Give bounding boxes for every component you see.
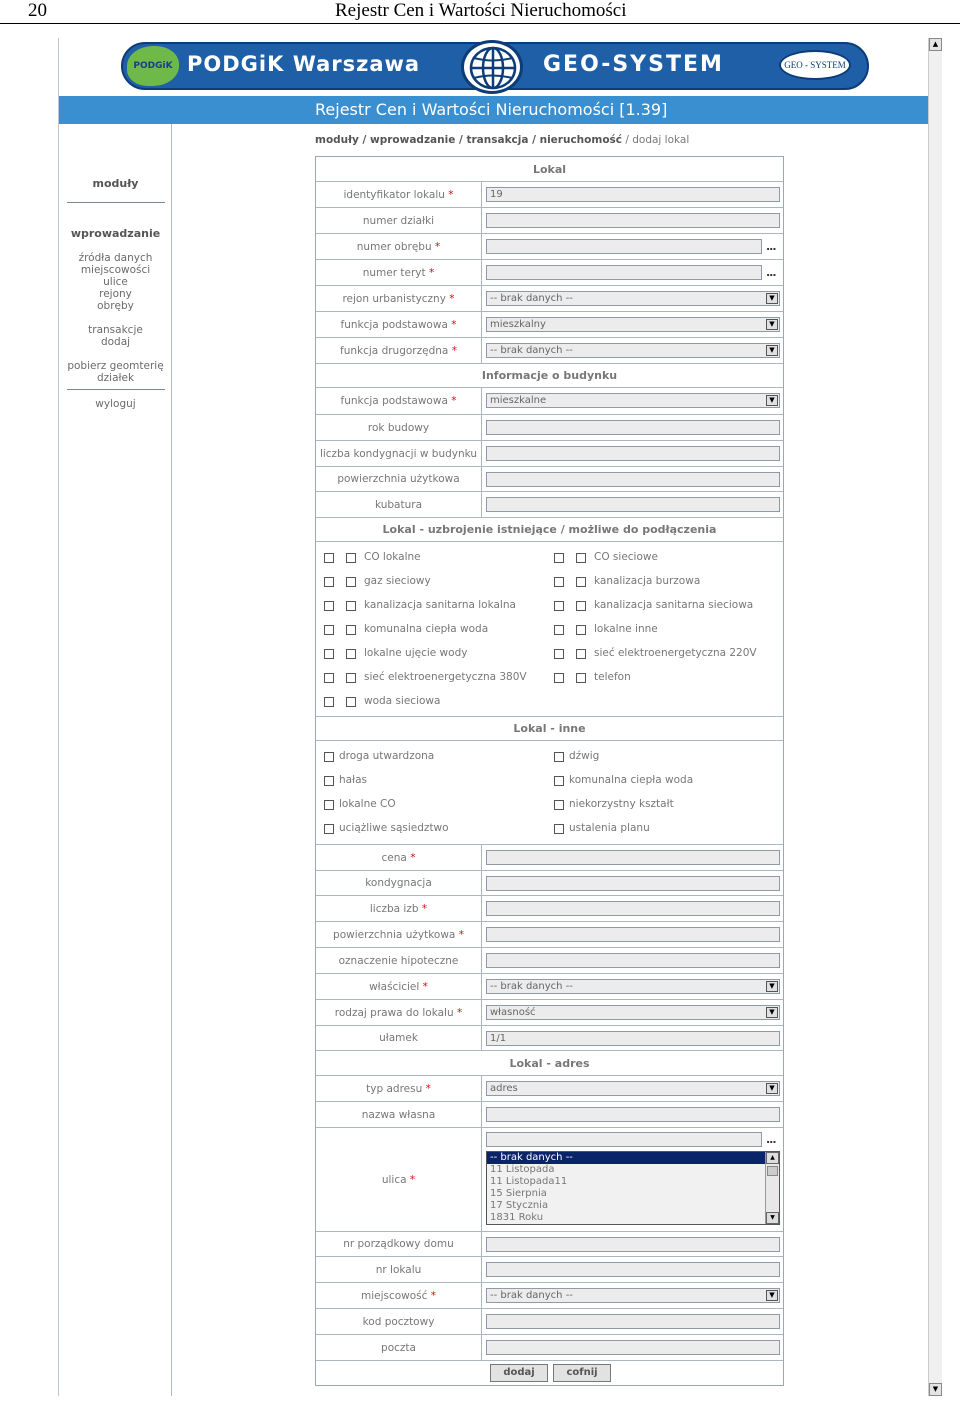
label-rok-budowy: rok budowy xyxy=(316,415,482,440)
row-kod-pocztowy xyxy=(316,1309,783,1335)
checkbox[interactable] xyxy=(324,752,334,762)
checkbox[interactable] xyxy=(554,824,564,834)
row-numer-dzialki xyxy=(316,208,783,234)
checkbox-possible[interactable] xyxy=(324,649,334,659)
label-wlasciciel: właściciel * xyxy=(316,974,482,999)
rodzaj-prawa-select[interactable]: własność ▼ xyxy=(486,1005,780,1020)
checkbox-label: sieć elektroenergetyczna 380V xyxy=(364,671,527,683)
label-budynek-funkcja: funkcja podstawowa * xyxy=(316,388,482,414)
checkbox[interactable] xyxy=(554,776,564,786)
label-numer-teryt: numer teryt * xyxy=(316,260,482,285)
row-identyfikator xyxy=(316,182,783,208)
chevron-down-icon[interactable]: ▼ xyxy=(766,1290,778,1301)
globe-icon xyxy=(461,40,523,94)
chevron-down-icon[interactable]: ▼ xyxy=(766,981,778,992)
row-budynek-powierzchnia xyxy=(316,467,783,492)
checkbox-label: uciążliwe sąsiedztwo xyxy=(339,822,449,834)
checkbox-existing[interactable] xyxy=(576,673,586,683)
sidebar-item-wprowadzanie[interactable]: wprowadzanie xyxy=(70,227,161,240)
row-kubatura xyxy=(316,492,783,518)
label-oznaczenie-hipoteczne: oznaczenie hipoteczne xyxy=(316,948,482,973)
scroll-down-icon[interactable]: ▼ xyxy=(929,1383,942,1396)
checkbox-existing[interactable] xyxy=(346,601,356,611)
sidebar-item-wyloguj[interactable]: wyloguj xyxy=(95,398,136,410)
row-rodzaj-prawa xyxy=(316,1000,783,1026)
row-ulica xyxy=(316,1128,783,1232)
miejscowosc-select[interactable]: -- brak danych -- ▼ xyxy=(486,1288,780,1303)
inne-checkbox-area xyxy=(316,741,783,845)
kod-pocztowy-input[interactable] xyxy=(486,1314,780,1329)
checkbox-label: kanalizacja sanitarna sieciowa xyxy=(594,599,754,611)
checkbox-existing[interactable] xyxy=(576,649,586,659)
sidebar-divider xyxy=(67,202,165,203)
checkbox-existing[interactable] xyxy=(576,625,586,635)
banner-geosystem-text: GEO-SYSTEM xyxy=(543,52,724,77)
app-titlebar xyxy=(59,96,928,124)
numer-obrebu-input[interactable] xyxy=(486,239,762,254)
numer-obrebu-picker-button[interactable]: ... xyxy=(766,240,776,253)
checkbox-possible[interactable] xyxy=(554,577,564,587)
scroll-up-icon[interactable]: ▲ xyxy=(929,38,942,51)
funkcja-podstawowa-select[interactable]: mieszkalny ▼ xyxy=(486,317,780,332)
budynek-powierzchnia-input[interactable] xyxy=(486,472,780,487)
powierzchnia-input[interactable] xyxy=(486,927,780,942)
label-nazwa-wlasna: nazwa własna xyxy=(316,1102,482,1127)
row-nr-lokalu xyxy=(316,1257,783,1283)
label-funkcja-drugorzedna: funkcja drugorzędna * xyxy=(316,338,482,363)
checkbox-label: lokalne inne xyxy=(594,623,658,635)
nr-domu-input[interactable] xyxy=(486,1237,780,1252)
checkbox-existing[interactable] xyxy=(346,577,356,587)
checkbox-existing[interactable] xyxy=(346,625,356,635)
section-inne-heading: Lokal - inne xyxy=(316,717,783,741)
label-powierzchnia: powierzchnia użytkowa * xyxy=(316,922,482,947)
document-title: Rejestr Cen i Wartości Nieruchomości xyxy=(335,0,627,21)
checkbox-existing[interactable] xyxy=(346,649,356,659)
breadcrumb-current: / dodaj lokal xyxy=(622,134,690,146)
row-budynek-funkcja xyxy=(316,388,783,415)
checkbox-possible[interactable] xyxy=(554,553,564,563)
checkbox-label: lokalne CO xyxy=(339,798,396,810)
row-powierzchnia xyxy=(316,922,783,948)
label-typ-adresu: typ adresu * xyxy=(316,1076,482,1101)
row-cena xyxy=(316,845,783,871)
rok-budowy-input[interactable] xyxy=(486,420,780,435)
label-ulamek: ułamek xyxy=(316,1026,482,1050)
checkbox-label: komunalna ciepła woda xyxy=(364,623,489,635)
checkbox-label: woda sieciowa xyxy=(364,695,441,707)
chevron-down-icon[interactable]: ▼ xyxy=(766,395,778,406)
row-liczba-kondygnacji xyxy=(316,441,783,467)
cena-input[interactable] xyxy=(486,850,780,865)
liczba-izb-input[interactable] xyxy=(486,901,780,916)
nr-lokalu-input[interactable] xyxy=(486,1262,780,1277)
podgik-logo-icon: PODGiK xyxy=(127,46,179,86)
ulica-option[interactable]: 15 Sierpnia xyxy=(490,1188,547,1199)
typ-adresu-select[interactable]: adres ▼ xyxy=(486,1081,780,1096)
liczba-kondygnacji-input[interactable] xyxy=(486,446,780,461)
checkbox-possible[interactable] xyxy=(324,625,334,635)
chevron-down-icon[interactable]: ▼ xyxy=(766,345,778,356)
rejon-select[interactable]: -- brak danych -- ▼ xyxy=(486,291,780,306)
checkbox[interactable] xyxy=(324,824,334,834)
label-nr-lokalu: nr lokalu xyxy=(316,1257,482,1282)
sidebar-item-moduly[interactable]: moduły xyxy=(92,177,139,190)
app-title: Rejestr Cen i Wartości Nieruchomości [1.39] xyxy=(315,100,668,119)
checkbox[interactable] xyxy=(324,800,334,810)
nazwa-wlasna-input[interactable] xyxy=(486,1107,780,1122)
section-budynek-heading: Informacje o budynku xyxy=(316,364,783,388)
ulica-listbox[interactable] xyxy=(486,1151,780,1225)
label-funkcja-podstawowa: funkcja podstawowa * xyxy=(316,312,482,337)
geosystem-logo-icon: GEO - SYSTEM xyxy=(779,50,851,80)
numer-teryt-picker-button[interactable]: ... xyxy=(766,266,776,279)
checkbox-possible[interactable] xyxy=(554,601,564,611)
row-typ-adresu xyxy=(316,1076,783,1102)
row-funkcja-podstawowa xyxy=(316,312,783,338)
label-nr-domu: nr porządkowy domu xyxy=(316,1232,482,1256)
row-miejscowosc xyxy=(316,1283,783,1309)
row-rok-budowy xyxy=(316,415,783,441)
scroll-down-icon[interactable]: ▼ xyxy=(766,1212,779,1224)
scroll-thumb[interactable] xyxy=(767,1166,778,1176)
ulica-filter-input[interactable] xyxy=(486,1132,762,1147)
checkbox-label: ustalenia planu xyxy=(569,822,650,834)
checkbox-label: kanalizacja burzowa xyxy=(594,575,701,587)
checkbox-existing[interactable] xyxy=(346,673,356,683)
sidebar-item-transakcje[interactable]: transakcje xyxy=(88,324,143,336)
checkbox-possible[interactable] xyxy=(554,673,564,683)
chevron-down-icon[interactable]: ▼ xyxy=(766,1083,778,1094)
kondygnacja-input[interactable] xyxy=(486,876,780,891)
row-kondygnacja xyxy=(316,871,783,896)
checkbox-label: droga utwardzona xyxy=(339,750,435,762)
breadcrumb-path[interactable]: moduły / wprowadzanie / transakcja / nieruchomość xyxy=(315,134,623,146)
ulica-option[interactable]: 17 Stycznia xyxy=(490,1200,549,1211)
checkbox-label: hałas xyxy=(339,774,367,786)
label-kod-pocztowy: kod pocztowy xyxy=(316,1309,482,1334)
wlasciciel-select[interactable]: -- brak danych -- ▼ xyxy=(486,979,780,994)
scroll-up-icon[interactable]: ▲ xyxy=(766,1152,779,1164)
browser-viewport xyxy=(58,38,928,1396)
label-kubatura: kubatura xyxy=(316,492,482,517)
add-lokal-form xyxy=(315,156,784,1386)
banner xyxy=(59,38,928,96)
uzbrojenie-checkbox-area xyxy=(316,542,783,717)
label-ulica: ulica * xyxy=(316,1128,482,1231)
identyfikator-input[interactable]: 19 xyxy=(486,187,780,202)
row-funkcja-drugorzedna xyxy=(316,338,783,364)
sidebar-item-miejscowosci[interactable]: miejscowości xyxy=(80,264,151,276)
checkbox-possible[interactable] xyxy=(554,625,564,635)
checkbox-label: CO lokalne xyxy=(364,551,421,563)
label-rejon: rejon urbanistyczny * xyxy=(316,286,482,311)
numer-dzialki-input[interactable] xyxy=(486,213,780,228)
checkbox[interactable] xyxy=(554,752,564,762)
breadcrumb xyxy=(315,134,689,146)
checkbox-label: telefon xyxy=(594,671,631,683)
chevron-down-icon[interactable]: ▼ xyxy=(766,1007,778,1018)
ulamek-input[interactable]: 1/1 xyxy=(486,1031,780,1046)
checkbox-possible[interactable] xyxy=(324,697,334,707)
kubatura-input[interactable] xyxy=(486,497,780,512)
row-liczba-izb xyxy=(316,896,783,922)
sidebar-item-pobierz-line2[interactable]: działek xyxy=(96,372,135,384)
row-ulamek xyxy=(316,1026,783,1051)
budynek-funkcja-select[interactable]: mieszkalne ▼ xyxy=(486,393,780,408)
section-lokal-heading: Lokal xyxy=(316,157,783,182)
label-numer-dzialki: numer działki xyxy=(316,208,482,233)
sidebar-item-pobierz[interactable]: pobierz geomterię xyxy=(67,360,164,372)
section-adres-heading: Lokal - adres xyxy=(316,1051,783,1076)
checkbox-label: kanalizacja sanitarna lokalna xyxy=(364,599,516,611)
checkbox-existing[interactable] xyxy=(346,697,356,707)
label-cena: cena * xyxy=(316,845,482,870)
cofnij-button[interactable]: cofnij xyxy=(553,1364,611,1382)
chevron-down-icon[interactable]: ▼ xyxy=(766,293,778,304)
row-rejon xyxy=(316,286,783,312)
sidebar xyxy=(59,124,172,1396)
row-poczta xyxy=(316,1335,783,1361)
row-oznaczenie-hipoteczne xyxy=(316,948,783,974)
checkbox-existing[interactable] xyxy=(346,553,356,563)
chevron-down-icon[interactable]: ▼ xyxy=(766,319,778,330)
row-wlasciciel xyxy=(316,974,783,1000)
numer-teryt-input[interactable] xyxy=(486,265,762,280)
label-identyfikator: identyfikator lokalu * xyxy=(316,182,482,207)
label-kondygnacja: kondygnacja xyxy=(316,871,482,895)
row-nazwa-wlasna xyxy=(316,1102,783,1128)
sidebar-item-dodaj[interactable]: dodaj xyxy=(100,336,131,348)
label-miejscowosc: miejscowość * xyxy=(316,1283,482,1308)
label-liczba-kondygnacji: liczba kondygnacji w budynku xyxy=(316,441,482,466)
checkbox[interactable] xyxy=(324,776,334,786)
checkbox-label: sieć elektroenergetyczna 220V xyxy=(594,647,757,659)
label-poczta: poczta xyxy=(316,1335,482,1360)
checkbox[interactable] xyxy=(554,800,564,810)
section-uzbrojenie-heading: Lokal - uzbrojenie istniejące / możliwe do podłączenia xyxy=(316,518,783,542)
banner-podgik-text: PODGiK Warszawa xyxy=(187,52,421,76)
checkbox-existing[interactable] xyxy=(576,577,586,587)
sidebar-item-obreby[interactable]: obręby xyxy=(97,300,134,312)
ulica-option[interactable]: 1831 Roku xyxy=(490,1212,544,1223)
page-number: 20 xyxy=(28,0,47,21)
page-scrollbar[interactable] xyxy=(928,38,942,1396)
checkbox-label: niekorzystny kształt xyxy=(569,798,674,810)
checkbox-label: gaz sieciowy xyxy=(364,575,431,587)
poczta-input[interactable] xyxy=(486,1340,780,1355)
checkbox-label: dźwig xyxy=(569,750,600,762)
sidebar-item-rejony[interactable]: rejony xyxy=(99,288,132,300)
ulica-option[interactable]: -- brak danych -- xyxy=(487,1152,779,1164)
checkbox-label: komunalna ciepła woda xyxy=(569,774,694,786)
label-numer-obrebu: numer obrębu * xyxy=(316,234,482,259)
checkbox-possible[interactable] xyxy=(324,553,334,563)
ulica-options xyxy=(487,1152,779,1224)
checkbox-possible[interactable] xyxy=(554,649,564,659)
row-numer-teryt xyxy=(316,260,783,286)
checkbox-label: lokalne ujęcie wody xyxy=(364,647,468,659)
ulica-picker-button[interactable]: ... xyxy=(766,1133,776,1146)
listbox-scrollbar[interactable] xyxy=(765,1152,779,1224)
sidebar-item-zrodla[interactable]: źródła danych xyxy=(78,252,153,264)
row-nr-domu xyxy=(316,1232,783,1257)
document-header xyxy=(0,0,960,24)
checkbox-possible[interactable] xyxy=(324,577,334,587)
funkcja-drugorzedna-select[interactable]: -- brak danych -- ▼ xyxy=(486,343,780,358)
label-rodzaj-prawa: rodzaj prawa do lokalu * xyxy=(316,1000,482,1025)
checkbox-existing[interactable] xyxy=(576,601,586,611)
label-liczba-izb: liczba izb * xyxy=(316,896,482,921)
row-numer-obrebu xyxy=(316,234,783,260)
sidebar-item-ulice[interactable]: ulice xyxy=(103,276,128,288)
dodaj-button[interactable]: dodaj xyxy=(490,1364,548,1382)
ulica-option[interactable]: 11 Listopada11 xyxy=(490,1176,568,1187)
checkbox-label: CO sieciowe xyxy=(594,551,658,563)
checkbox-possible[interactable] xyxy=(324,673,334,683)
ulica-option[interactable]: 11 Listopada xyxy=(490,1164,555,1175)
sidebar-divider xyxy=(67,389,165,390)
checkbox-existing[interactable] xyxy=(576,553,586,563)
label-budynek-powierzchnia: powierzchnia użytkowa xyxy=(316,467,482,491)
checkbox-possible[interactable] xyxy=(324,601,334,611)
oznaczenie-hipoteczne-input[interactable] xyxy=(486,953,780,968)
